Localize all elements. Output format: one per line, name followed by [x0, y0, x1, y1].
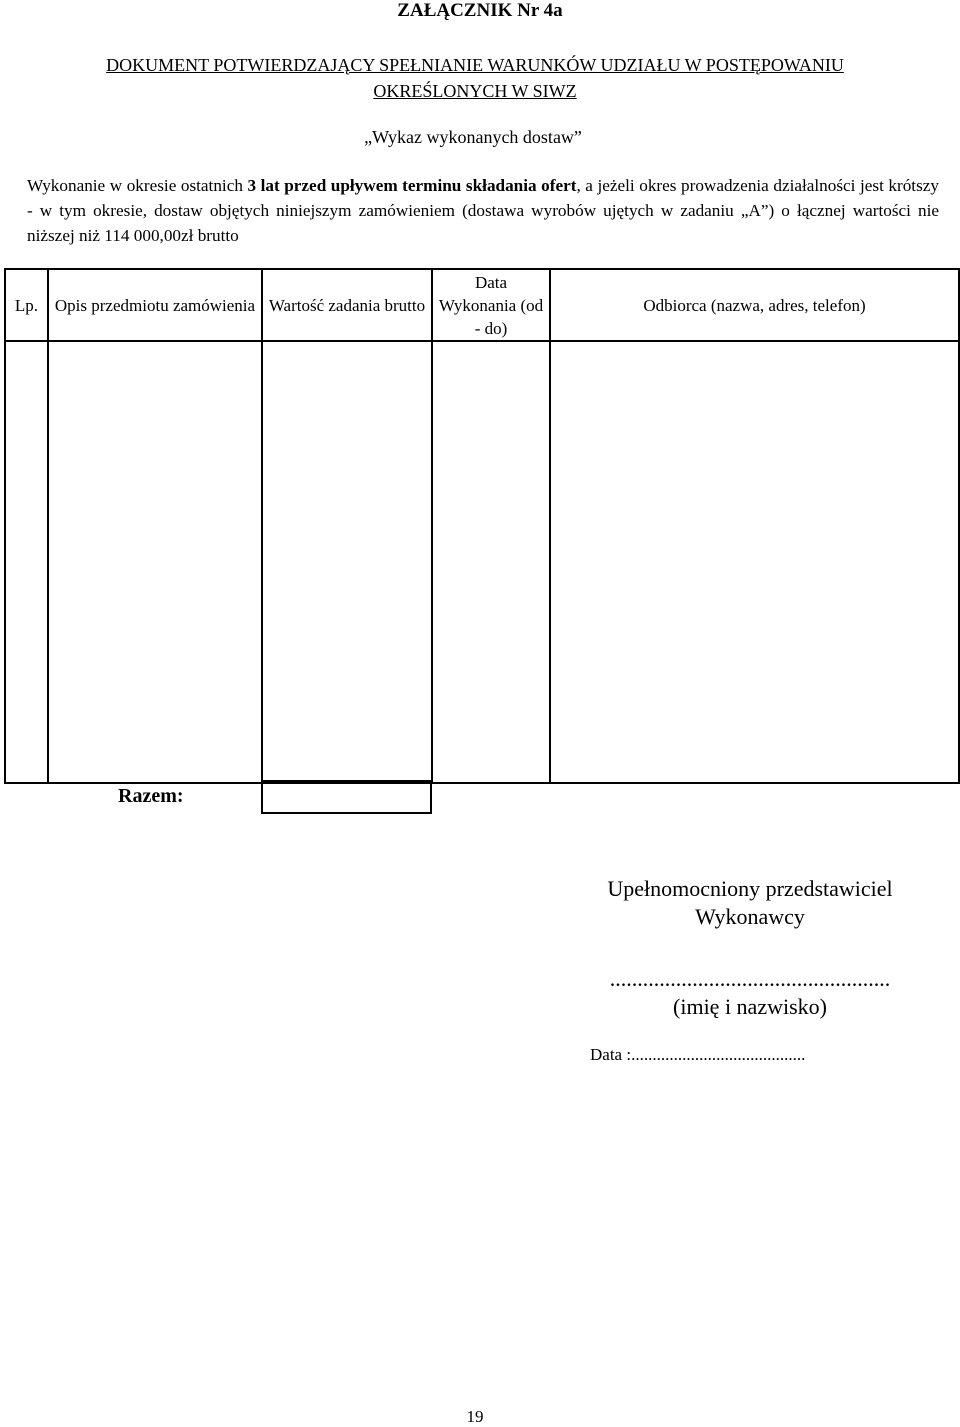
cell-lp[interactable]: [5, 341, 48, 783]
cell-value[interactable]: [262, 341, 432, 783]
cell-recipient[interactable]: [550, 341, 959, 783]
signature-title-line-2: Wykonawcy: [695, 904, 805, 929]
deliveries-table: [4, 268, 960, 784]
document-subheading: „Wykaz wykonanych dostaw”: [364, 127, 582, 147]
signature-name-label: (imię i nazwisko): [673, 994, 827, 1019]
header-lp: Lp.: [5, 269, 48, 341]
total-value-box[interactable]: [261, 780, 432, 814]
paragraph-part-2: , a jeżeli okres prowadzenia działalności jest krótszy - w tym okresie, dostaw objętych niniejszym zamówieniem (dostawa wyrobów ujętych w zadaniu „A”) o łącznej wartości nie niższej niż 114 000,00zł brutto: [27, 176, 939, 245]
signature-title-line-1: Upełnomocniony przedstawiciel: [607, 876, 893, 901]
header-recipient: Odbiorca (nazwa, adres, telefon): [550, 269, 959, 341]
signature-title: [560, 875, 940, 931]
cell-date[interactable]: [432, 341, 550, 783]
signature-line: ...................................................: [609, 966, 891, 991]
heading-line-2: OKREŚLONYCH W SIWZ: [373, 81, 577, 101]
page-number: 19: [466, 1407, 484, 1426]
cell-description[interactable]: [48, 341, 262, 783]
heading-line-1: DOKUMENT POTWIERDZAJĄCY SPEŁNIANIE WARUNKÓW UDZIAŁU W POSTĘPOWANIU: [106, 55, 844, 75]
signature-block: [560, 965, 940, 1021]
paragraph-part-1: Wykonanie w okresie ostatnich: [27, 176, 248, 195]
total-label: Razem:: [118, 785, 184, 807]
header-value: Wartość zadania brutto: [262, 269, 432, 341]
intro-paragraph: [27, 173, 939, 248]
header-description: Opis przedmiotu zamówienia: [48, 269, 262, 341]
header-date: Data Wykonania (od - do): [432, 269, 550, 341]
paragraph-bold: 3 lat przed upływem terminu składania ofert: [247, 176, 577, 195]
document-title: ZAŁĄCZNIK Nr 4a: [397, 0, 563, 21]
table-row: [5, 341, 959, 783]
table-header-row: [5, 269, 959, 341]
date-field: Data :.........................................: [590, 1045, 806, 1064]
document-heading: [40, 52, 910, 104]
